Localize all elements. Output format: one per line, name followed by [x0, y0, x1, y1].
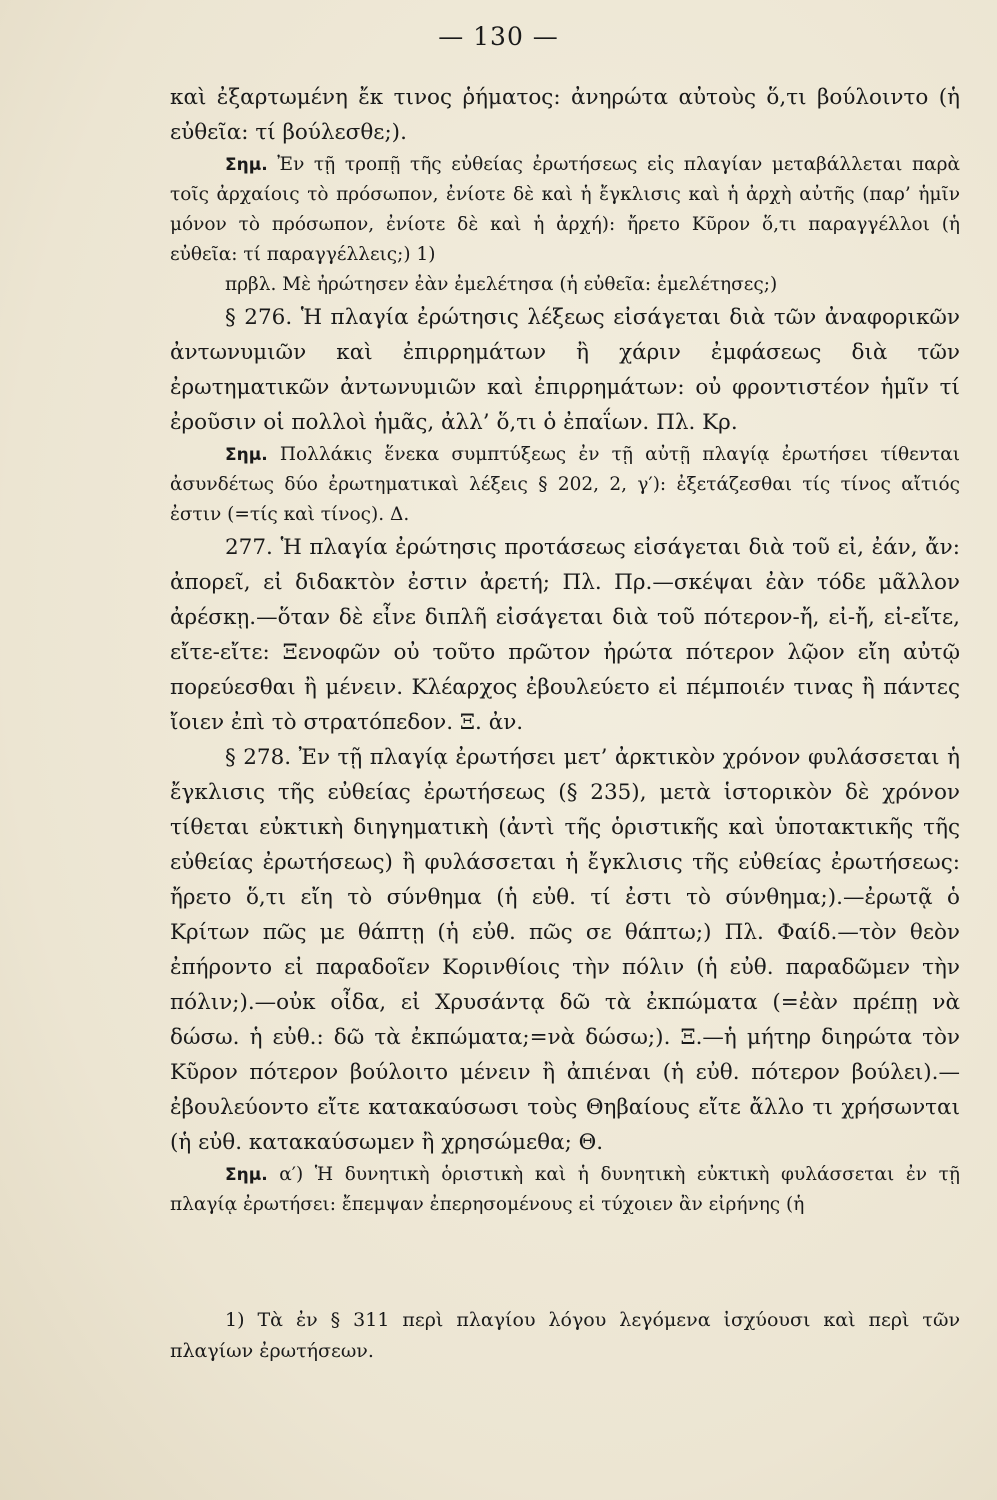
- paragraph: καὶ ἐξαρτωμένη ἔκ τινος ῥήματος: ἀνηρώτα αὐτοὺς ὅ,τι βούλοιντο (ἡ εὐθεῖα: τί βούλεσθε;).: [170, 85, 960, 145]
- section-278: § 278. Ἐν τῇ πλαγίᾳ ἐρωτήσει μετ’ ἀρκτικὸν χρόνον φυλάσσεται ἡ ἔγκλισις τῆς εὐθείας ἐρωτήσεως (§ 235), μετὰ ἱστορικὸν δὲ χρόνον τίθεται εὐκτικὴ διηγηματικὴ (ἀντὶ τῆς ὁριστικῆς καὶ ὑποτακτικῆς τῆς εὐθείας ἐρωτήσεως) ἢ φυλάσσεται ἡ ἔγκλισις τῆς εὐθείας ἐρωτήσεως: ἤρετο ὅ,τι εἴη τὸ σύνθημα (ἡ εὐθ. τί ἐστι τὸ σύνθημα;).—ἐρωτᾷ ὁ Κρίτων πῶς με θάπτῃ (ἡ εὐθ. πῶς σε θάπτω;) Πλ. Φαίδ.—τὸν θεὸν ἐπήροντο εἰ παραδοῖεν Κορινθίοις τὴν πόλιν (ἡ εὐθ. παραδῶμεν τὴν πόλιν;).—οὐκ οἶδα, εἰ Χρυσάντᾳ δῶ τὰ ἐκπώματα (=ἐὰν πρέπῃ νὰ δώσω. ἡ εὐθ.: δῶ τὰ ἐκπώματα;=νὰ δώσω;). Ξ.—ἡ μήτηρ διηρώτα τὸν Κῦρον πότερον βούλοιτο μένειν ἢ ἀπιέναι (ἡ εὐθ. πότερον βούλει).—ἐβουλεύοντο εἴτε κατακαύσωσι τοὺς Θηβαίους εἴτε ἄλλο τι χρήσωνται (ἡ εὐθ. κατακαύσωμεν ἢ χρησώμεθα; Θ.: [170, 745, 960, 1155]
- page-body: [170, 80, 960, 1220]
- section-276: § 276. Ἡ πλαγία ἐρώτησις λέξεως εἰσάγεται διὰ τῶν ἀναφορικῶν ἀντωνυμιῶν καὶ ἐπιρρημάτων ἢ χάριν ἐμφάσεως διὰ τῶν ἐρωτηματικῶν ἀντωνυμιῶν καὶ ἐπιρρημάτων: οὐ φροντιστέον ἡμῖν τί ἐροῦσιν οἱ πολλοὶ ἡμᾶς, ἀλλ’ ὅ,τι ὁ ἐπαΐων. Πλ. Κρ.: [170, 305, 960, 435]
- note-paragraph: πρβλ. Μὲ ἠρώτησεν ἐὰν ἐμελέτησα (ἡ εὐθεῖα: ἐμελέτησες;): [225, 274, 778, 295]
- note-paragraph: Σημ. Ἐν τῇ τροπῇ τῆς εὐθείας ἐρωτήσεως εἰς πλαγίαν μεταβάλλεται παρὰ τοῖς ἀρχαίοις τὸ πρόσωπον, ἐνίοτε δὲ καὶ ἡ ἔγκλισις καὶ ἡ ἀρχὴ αὐτῆς (παρ’ ἡμῖν μόνον τὸ πρόσωπον, ἐνίοτε δὲ καὶ ἡ ἀρχή): ἤρετο Κῦρον ὅ,τι παραγγέλλοι (ἡ εὐθεῖα: τί παραγγέλλεις;) 1): [170, 154, 960, 265]
- note-paragraph: Σημ. α′) Ἡ δυνητικὴ ὁριστικὴ καὶ ἡ δυνητικὴ εὐκτικὴ φυλάσσεται ἐν τῇ πλαγίᾳ ἐρωτήσει: ἔπεμψαν ἐπερησομένους εἰ τύχοιεν ἂν εἰρήνης (ἡ: [170, 1164, 960, 1215]
- section-277: 277. Ἡ πλαγία ἐρώτησις προτάσεως εἰσάγεται διὰ τοῦ εἰ, ἐάν, ἄν: ἀπορεῖ, εἰ διδακτὸν ἐστιν ἀρετή; Πλ. Πρ.—σκέψαι ἐὰν τόδε μᾶλλον ἀρέσκῃ.—ὅταν δὲ εἶνε διπλῆ εἰσάγεται διὰ τοῦ πότερον-ἤ, εἰ-ἤ, εἰ-εἴτε, εἴτε-εἴτε: Ξενοφῶν οὐ τοῦτο πρῶτον ἠρώτα πότερον λῷον εἴη αὐτῷ πορεύεσθαι ἢ μένειν. Κλέαρχος ἐβουλεύετο εἰ πέμποιέν τινας ἢ πάντες ἴοιεν ἐπὶ τὸ στρατόπεδον. Ξ. ἀν.: [170, 535, 960, 735]
- page-number: — 130 —: [438, 22, 559, 51]
- note-paragraph: Σημ. Πολλάκις ἕνεκα συμπτύξεως ἐν τῇ αὐτῇ πλαγίᾳ ἐρωτήσει τίθενται ἀσυνδέτως δύο ἐρωτηματικαὶ λέξεις § 202, 2, γ′): ἐξετάζεσθαι τίς τίνος αἴτιός ἐστιν (=τίς καὶ τίνος). Δ.: [170, 444, 960, 525]
- footnote: 1) Τὰ ἐν § 311 περὶ πλαγίου λόγου λεγόμενα ἰσχύουσι καὶ περὶ τῶν πλαγίων ἐρωτήσεων.: [170, 1309, 960, 1362]
